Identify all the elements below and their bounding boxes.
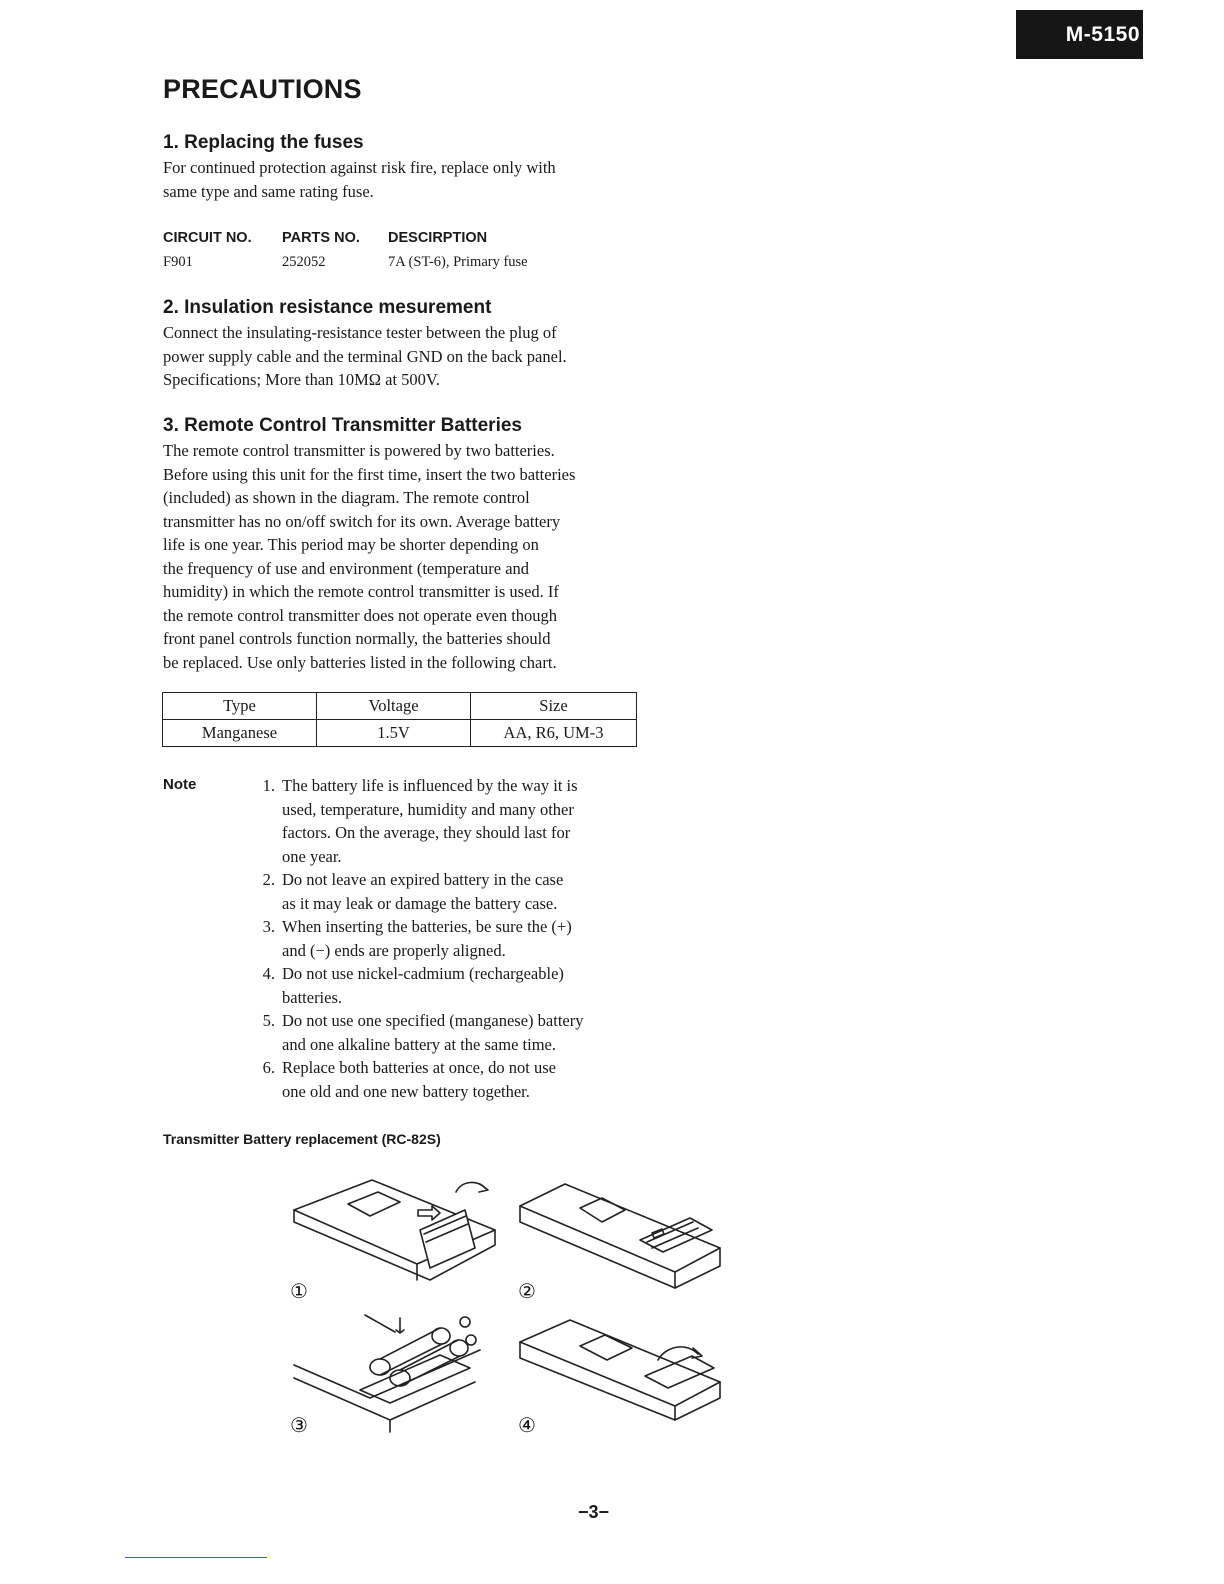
table-header-cell: Type bbox=[163, 693, 317, 720]
step-number: ① bbox=[290, 1279, 308, 1303]
note-label: Note bbox=[163, 776, 197, 793]
table-header-row bbox=[163, 693, 637, 720]
note-number: 4. bbox=[262, 964, 275, 983]
section-2-heading: 2. Insulation resistance mesurement bbox=[163, 297, 492, 318]
text-line: For continued protection against risk fire, replace only with bbox=[163, 158, 556, 177]
note-text bbox=[282, 915, 640, 962]
model-number-tab: M-5150 bbox=[1016, 10, 1143, 59]
note-item bbox=[255, 962, 640, 1009]
figure-caption: Transmitter Battery replacement (RC-82S) bbox=[163, 1131, 441, 1147]
text-line: The battery life is influenced by the way it is bbox=[282, 776, 578, 795]
note-number: 1. bbox=[262, 776, 275, 795]
table-header-cell: Voltage bbox=[317, 693, 471, 720]
step-1-illustration bbox=[294, 1180, 495, 1280]
section-2-text bbox=[163, 321, 645, 392]
note-text bbox=[282, 962, 640, 1009]
section-1-heading: 1. Replacing the fuses bbox=[163, 132, 364, 153]
section-1-text bbox=[163, 156, 645, 203]
text-line: Replace both batteries at once, do not use bbox=[282, 1058, 556, 1077]
text-line: When inserting the batteries, be sure the (+) bbox=[282, 917, 572, 936]
fuse-header-circuit: CIRCUIT NO. bbox=[163, 230, 252, 246]
text-line: transmitter has no on/off switch for its own. Average battery bbox=[163, 511, 561, 531]
text-line: Do not leave an expired battery in the case bbox=[282, 870, 564, 889]
note-text bbox=[282, 774, 640, 868]
text-line: and (−) ends are properly aligned. bbox=[282, 940, 506, 960]
battery-table bbox=[162, 692, 637, 747]
fuse-description-value: 7A (ST-6), Primary fuse bbox=[388, 254, 528, 270]
text-line: (included) as shown in the diagram. The remote control bbox=[163, 488, 530, 507]
fuse-header-description: DESCIRPTION bbox=[388, 230, 488, 246]
table-row bbox=[163, 720, 637, 747]
note-item bbox=[255, 1009, 640, 1056]
fuse-circuit-value: F901 bbox=[163, 254, 193, 270]
text-line: as it may leak or damage the battery case. bbox=[282, 893, 558, 913]
note-number: 6. bbox=[262, 1058, 275, 1077]
text-line: and one alkaline battery at the same time. bbox=[282, 1034, 556, 1054]
table-cell: 1.5V bbox=[317, 720, 471, 747]
step-number: ② bbox=[518, 1279, 536, 1303]
table-cell: Manganese bbox=[163, 720, 317, 747]
text-line: the remote control transmitter does not operate even though bbox=[163, 605, 558, 625]
step-3-illustration bbox=[520, 1184, 720, 1288]
text-line: be replaced. Use only batteries listed in the following chart. bbox=[163, 652, 557, 672]
note-text bbox=[282, 1056, 640, 1103]
fuse-header-parts: PARTS NO. bbox=[282, 230, 360, 246]
text-line: Connect the insulating-resistance tester between the plug of bbox=[163, 323, 557, 342]
table-cell: AA, R6, UM-3 bbox=[471, 720, 637, 747]
text-line: the frequency of use and environment (temperature and bbox=[163, 558, 530, 578]
text-line: Specifications; More than 10MΩ at 500V. bbox=[163, 370, 440, 389]
note-text bbox=[282, 868, 640, 915]
note-number: 3. bbox=[262, 917, 275, 936]
text-line: one old and one new battery together. bbox=[282, 1081, 530, 1101]
step-4-illustration bbox=[520, 1320, 720, 1420]
text-line: one year. bbox=[282, 846, 342, 866]
text-line: same type and same rating fuse. bbox=[163, 181, 374, 201]
note-item bbox=[255, 915, 640, 962]
page-number: −3− bbox=[578, 1502, 610, 1522]
text-line: The remote control transmitter is powered by two batteries. bbox=[163, 441, 555, 460]
text-line: Before using this unit for the first time, insert the two batteries bbox=[163, 464, 576, 484]
text-line: life is one year. This period may be shorter depending on bbox=[163, 535, 539, 554]
step-number: ③ bbox=[290, 1413, 308, 1437]
note-number: 2. bbox=[262, 870, 275, 889]
text-line: Do not use nickel-cadmium (rechargeable) bbox=[282, 964, 564, 983]
note-number: 5. bbox=[262, 1011, 275, 1030]
page-title: PRECAUTIONS bbox=[163, 74, 362, 104]
section-3-text bbox=[163, 439, 645, 674]
text-line: Do not use one specified (manganese) battery bbox=[282, 1011, 584, 1030]
note-text bbox=[282, 1009, 640, 1056]
fuse-parts-value: 252052 bbox=[282, 254, 326, 270]
text-line: batteries. bbox=[282, 987, 343, 1007]
text-line: front panel controls function normally, the batteries should bbox=[163, 629, 551, 648]
step-2-illustration bbox=[294, 1315, 480, 1432]
step-number: ④ bbox=[518, 1413, 536, 1437]
footer-rule bbox=[125, 1557, 267, 1558]
battery-replacement-diagrams bbox=[280, 1170, 740, 1450]
text-line: used, temperature, humidity and many other bbox=[282, 799, 574, 819]
text-line: factors. On the average, they should last for bbox=[282, 823, 571, 842]
text-line: humidity) in which the remote control transmitter is used. If bbox=[163, 582, 559, 601]
note-item bbox=[255, 1056, 640, 1103]
note-item bbox=[255, 868, 640, 915]
section-3-heading: 3. Remote Control Transmitter Batteries bbox=[163, 415, 522, 436]
text-line: power supply cable and the terminal GND on the back panel. bbox=[163, 346, 567, 366]
table-header-cell: Size bbox=[471, 693, 637, 720]
note-item bbox=[255, 774, 640, 868]
